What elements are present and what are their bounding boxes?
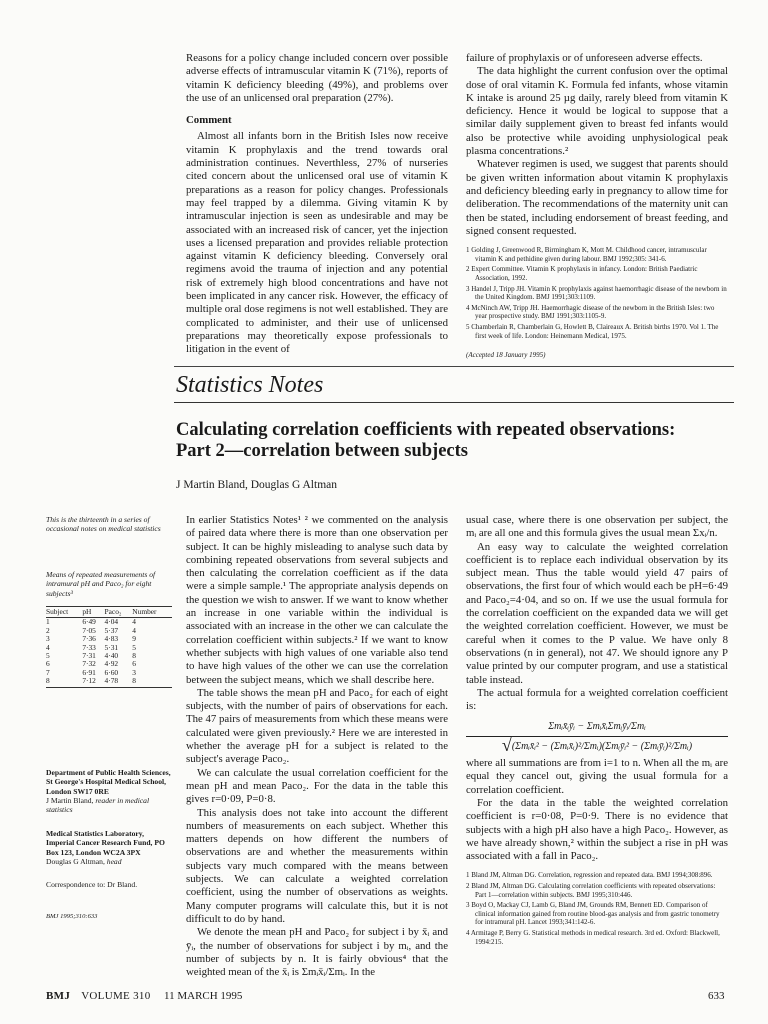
affiliation-1: [46, 768, 172, 815]
square-root-icon: √: [501, 734, 512, 755]
correspondence-note: Correspondence to: Dr Bland.: [46, 880, 138, 890]
paragraph: The actual formula for a weighted correlation coefficient is:: [466, 686, 728, 713]
paragraph: This analysis does not take into account the different numbers of measurements on each subject. Whether this matters depends on how different the numbers of observations are and whether the measurements within subjects vary much compared with the means between subjects. We can calculate a weighted correlation coefficient, using the number of observations as weights. Many computer programs will calculate this, but it is not difficult to do by hand.: [186, 806, 448, 925]
paragraph: where all summations are from i=1 to n. When all the mᵢ are equal they cancel out, giving the usual formula for a correlation coefficient.: [466, 757, 728, 796]
table-cell: 8: [132, 651, 136, 661]
paragraph: The data highlight the current confusion over the optimal dose of oral vitamin K. Formula fed infants, whose vitamin K intake is around 25 µg daily, rarely bleed from vitamin K deficiency. Hence it would be logical to suppose that a similar daily supplement given to breast fed infants would also be protective while avoiding unphysiological peak plasma concentrations.²: [466, 65, 728, 158]
reference-item: 2 Bland JM, Altman DG. Calculating correlation coefficients with repeated observations: Part 1—correlation within subjects. BMJ 1995;310:446.: [466, 882, 716, 899]
reference-item: 5 Chamberlain R, Chamberlain G, Howlett B, Claireaux A. British births 1970. Vol 1. The first week of life. London: Heinemann Medical, 1975.: [466, 322, 719, 340]
table-header-cell: Paco₂: [105, 607, 133, 618]
table-cell: 7·12: [82, 677, 104, 687]
paragraph: usual case, where there is one observation per subject, the mᵢ are all one and this formula gives the usual mean Σxᵢ/n.: [466, 514, 728, 540]
formula-denominator-text: (Σmᵢx̄ᵢ² − (Σmᵢx̄ᵢ)²/Σmᵢ)(Σmᵢȳᵢ² − (Σmᵢȳᵢ)²/Σmᵢ): [511, 740, 693, 752]
table-cell: 4·78: [105, 677, 133, 687]
paragraph: We denote the mean pH and Paco₂ for subject i by x̄ᵢ and ȳᵢ, the number of observations for subject i by mᵢ, and the number of subjects by n. It is fairly obvious⁴ that the weighted mean of the x̄ᵢ is Σmᵢx̄ᵢ/Σmᵢ. In the: [186, 926, 448, 979]
article-title-line: Calculating correlation coefficients with repeated observations:: [176, 420, 676, 440]
table-header-row: [46, 607, 172, 618]
reference-item: 1 Golding J, Greenwood R, Birmingham K, Mott M. Childhood cancer, intramuscular vitamin K and pethidine given during labour. BMJ 1992;305: 341-6.: [466, 246, 707, 263]
paragraph: In earlier Statistics Notes¹ ² we commented on the analysis of paired data where there is more than one observation per subject. It can be highly misleading to analyse such data by combining repeated observations from several subjects and then calculating the correlation coefficient as if the data were a simple sample.¹ The appropriate analysis depends on the question we wish to answer. If we want to know whether an increase in one variable within the individual is associated with an increase in the other we can calculate the correlation coefficient within subjects.² If we want to know whether subjects with high values of one variable also tend to have high values of the other we can use the correlation between the subject means, which we shall describe here.: [186, 514, 448, 686]
table-cell: 5: [132, 642, 136, 652]
table-cell: 6·49: [82, 617, 96, 627]
table-cell: 4·83: [104, 634, 119, 644]
comment-heading: Comment: [186, 114, 232, 127]
author-name: J Martin Bland,: [46, 795, 94, 805]
table-cell: 5: [46, 651, 50, 661]
author-role: reader in medical statistics: [46, 795, 150, 815]
section-rule-top: [174, 366, 734, 367]
article-title: [176, 420, 732, 462]
table-cell: 2: [46, 625, 50, 635]
affiliation-institution: Department of Public Health Sciences, St George's Hospital Medical School, London SW17 0RE: [46, 767, 171, 796]
affiliation-2: [46, 829, 172, 867]
table-cell: 3: [46, 634, 50, 644]
article-authors: J Martin Bland, Douglas G Altman: [176, 479, 337, 491]
previous-article-right-column: [466, 52, 728, 362]
issue-date: 11 MARCH 1995: [164, 990, 243, 1002]
reference-item: 1 Bland JM, Altman DG. Correlation, regression and repeated data. BMJ 1994;308:896.: [466, 871, 713, 880]
table-row: [46, 677, 172, 687]
reference-item: 2 Expert Committee. Vitamin K prophylaxis in infancy. London: British Paediatric Association, 1992.: [466, 265, 698, 282]
table-cell: 7·31: [82, 651, 96, 661]
table-cell: 3: [132, 667, 136, 677]
table-cell: 4: [132, 617, 136, 627]
page-number: 633: [708, 990, 725, 1002]
formula-numerator: Σmᵢx̄ᵢȳᵢ − Σmᵢx̄ᵢΣmᵢȳᵢ/Σmᵢ: [548, 721, 646, 733]
table-header-cell: pH: [82, 607, 104, 618]
paragraph: Whatever regimen is used, we suggest that parents should be given written information about vitamin K prophylaxis and deficiency bleeding early in pregnancy to allow time for deliberation. The recommendations of the maternity unit can then be stated, including endorsement of breast feeding, and signed consent requested.: [466, 158, 728, 237]
table-cell: 7: [46, 667, 50, 677]
paragraph: Reasons for a policy change included concern over possible adverse effects of intramuscular vitamin K (71%), reports of vitamin K deficiency bleeding (49%), and problems over the use of an unlicensed oral preparation (27%).: [186, 52, 448, 104]
paragraph: Almost all infants born in the British Isles now receive vitamin K prophylaxis and the trend towards oral administration continues. Neverthless, 27% of nurseries cited concern about the unlicensed oral use of vitamin K preparations as a reason for policy changes. Professionals may feel trapped by a dilemma. Giving vitamin K by intramuscular injection is seen as undesirable and may be associated with an increased risk of cancer, yet the injection uses a licensed preparation and provides reliable protection against vitamin K deficiency bleeding. Conversely oral regimens avoid the trauma of injection and any potential risk of extremely high blood concentrations and have not been implicated in any cancer risk. However, the efficacy of multiple oral dose regimens is not well established. They are complicated to administer, and their use of unlicensed preparations may theoretically expose professionals to litigation in the event of: [186, 130, 448, 356]
paragraph: We can calculate the usual correlation coefficient for the mean pH and mean Paco₂. For the data in the table this gives r=0·09, P=0·8.: [186, 766, 448, 806]
table-cell: 9: [132, 634, 136, 644]
table-cell: 4: [46, 642, 50, 652]
paragraph: For the data in the table the weighted correlation coefficient is r=0·08, P=0·9. There is no evidence that subjects with a high pH also have a high Paco₂. However, as we have already shown,² within the subject a rise in pH was associated with a fall in Paco₂.: [466, 796, 728, 863]
author-role: head: [106, 856, 122, 866]
table-cell: 8: [132, 677, 172, 687]
reference-item: 4 Armitage P, Berry G. Statistical methods in medical research. 3rd ed. Oxford: Blackwell, 1994:215.: [466, 928, 720, 946]
journal-citation: BMJ 1995;310:633: [46, 912, 98, 920]
reference-item: 4 McNinch AW, Tripp JH. Haemorrhagic disease of the newborn in the British Isles: two year prospective study. BMJ 1991;303:1105-9.: [466, 303, 715, 321]
article-left-column: [186, 514, 448, 979]
table-cell: 4·92: [104, 659, 119, 669]
paragraph: The table shows the mean pH and Paco₂ for each of eight subjects, with the number of pairs of observations for each. The 47 pairs of measurements from which these means were calculated were given previously.² Here we are interested in whether the average pH for a subject is related to the subject's average Paco₂.: [186, 686, 448, 766]
table-cell: 6: [46, 659, 50, 669]
table-header-cell: Number: [132, 607, 172, 618]
table-cell: 1: [46, 617, 50, 627]
table-cell: 7·05: [82, 625, 96, 635]
journal-volume: VOLUME 310: [81, 990, 151, 1002]
previous-article-left-column: [186, 52, 448, 357]
paragraph: failure of prophylaxis or of unforeseen adverse effects.: [466, 52, 703, 64]
author-name: Douglas G Altman,: [46, 856, 105, 866]
table-cell: 6: [132, 659, 136, 669]
formula-denominator: [466, 736, 728, 753]
reference-list: [466, 871, 728, 946]
table-body: [46, 618, 172, 687]
accepted-date: (Accepted 18 January 1995): [466, 351, 546, 360]
journal-name: BMJ: [46, 990, 71, 1002]
article-title-line: Part 2—correlation between subjects: [176, 441, 468, 461]
table-cell: 6·91: [82, 667, 96, 677]
table-cell: 6·60: [104, 667, 119, 677]
table-cell: 5·31: [104, 642, 119, 652]
reference-item: 3 Handel J, Tripp JH. Vitamin K prophylaxis against haemorrhagic disease of the newborn in the United Kingdom. BMJ 1991;303:1109.: [466, 284, 727, 302]
article-right-column: [466, 514, 728, 948]
table-cell: 7·36: [82, 634, 96, 644]
table-cell: 4·04: [104, 617, 119, 627]
table-caption: Means of repeated measurements of intramural pH and Paco₂ for eight subjects³: [46, 569, 156, 598]
reference-item: 3 Boyd O, Mackay CJ, Lamb G, Bland JM, Grounds RM, Bennett ED. Comparison of clinical information gained from routine blood-gas analysis and from gastric tonometry for intramural pH. Lancet 1993;341:142-6.: [466, 901, 720, 927]
table-cell: 4: [132, 625, 136, 635]
table-header-cell: Subject: [46, 607, 82, 618]
reference-list: [466, 246, 728, 340]
correlation-formula: [466, 720, 728, 753]
table-cell: 4·40: [104, 651, 119, 661]
section-title: Statistics Notes: [176, 372, 324, 398]
footer-journal: [46, 990, 151, 1002]
table-cell: 7·32: [82, 659, 96, 669]
affiliation-institution: Medical Statistics Laboratory, Imperial Cancer Research Fund, PO Box 123, London WC2A 3PX: [46, 828, 165, 857]
paragraph: An easy way to calculate the weighted correlation coefficient is to replace each individual observation by its subject mean. Thus the table would yield 47 pairs of observations, the first four of which would each be pH=6·49 and Paco₂=4·04, and so on. If we use the usual formula for the correlation coefficient on the expanded data we will get the weighted correlation coefficient. However, we must be careful when it comes to the P value. We have only 8 observations (n in general), not 47. We should ignore any P value printed by our computer program, and use a statistical table instead.: [466, 540, 728, 686]
series-note: This is the thirteenth in a series of occasional notes on medical statistics: [46, 515, 161, 534]
table-cell: 8: [46, 677, 82, 687]
table-cell: 5·37: [104, 625, 119, 635]
section-rule-bottom: [174, 402, 734, 403]
sidebar: [46, 515, 172, 921]
table-cell: 7·33: [82, 642, 96, 652]
data-table: [46, 606, 172, 688]
